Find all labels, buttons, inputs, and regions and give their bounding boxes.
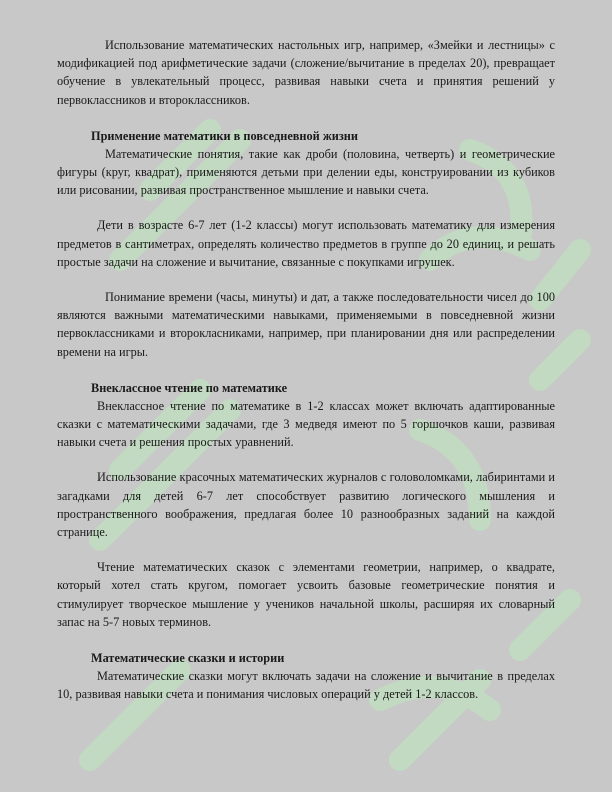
paragraph-intro: Использование математических настольных игр, например, «Змейки и лестницы» с модификацией под арифметические задачи (сложение/вычитание в пределах 20), превращает обучение в увлекательный процесс, развивая навыки счета и принятия решений у первоклассников и второклассников. <box>57 38 555 107</box>
paragraph-reading-1: Внеклассное чтение по математике в 1-2 классах может включать адаптированные сказки с математическими задачами, где 3 медведя имеют по 5 горшочков каши, развивая навыки счета и решения простых уравнений. <box>57 398 555 450</box>
heading-math-tales: Математические сказки и истории <box>91 651 285 666</box>
paragraph-reading-3: Чтение математических сказок с элементами геометрии, например, о квадрате, который хотел стать кругом, помогает усвоить базовые геометрические понятия и стимулирует творческое мышление у учеников начальной школы, расширяя их словарный запас на 5-7 новых терминов. <box>57 560 555 629</box>
paragraph-everyday-2: Дети в возрасте 6-7 лет (1-2 классы) могут использовать математику для измерения предметов в сантиметрах, определять количество предметов в группе до 20 единиц, и решать простые задачи на сложение и вычитание, связанные с покупками игрушек. <box>57 218 555 269</box>
paragraph-reading-2: Использование красочных математических журналов с головоломками, лабиринтами и загадками для детей 6-7 лет способствует развитию логического мышления и пространственного воображения, предлагая более 10 разнообразных заданий на каждой странице. <box>57 470 555 540</box>
paragraph-everyday-3: Понимание времени (часы, минуты) и дат, а также последовательности чисел до 100 являются важными математическими навыками, применяемыми в повседневной жизни первоклассниками и второкласниками, например, при планировании дня или распределении времени на игры. <box>57 290 555 359</box>
paragraph-everyday-1: Математические понятия, такие как дроби (половина, четверть) и геометрические фигуры (круг, квадрат), применяются детьми при делении еды, конструировании из кубиков или рисовании, развивая пространственное мышление и навыки счета. <box>57 146 555 198</box>
paragraph-tales-1: Математические сказки могут включать задачи на сложение и вычитание в пределах 10, развивая навыки счета и понимания числовых операций у детей 1-2 классов. <box>57 669 555 702</box>
document-body <box>57 36 555 703</box>
heading-everyday-math: Применение математики в повседневной жизни <box>91 128 358 143</box>
heading-extracurricular-reading: Внеклассное чтение по математике <box>91 380 288 395</box>
